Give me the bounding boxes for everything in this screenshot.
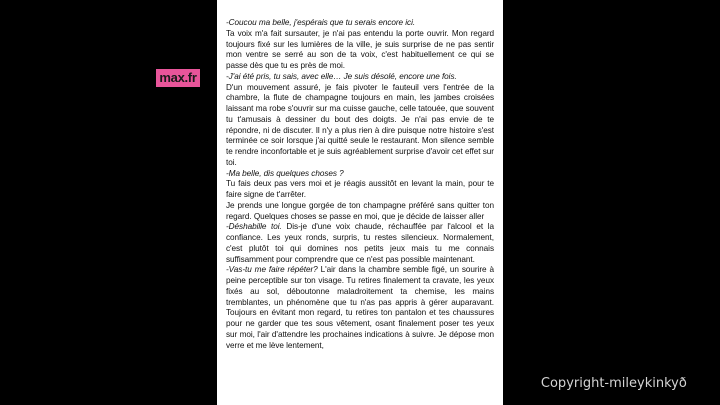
paragraph: D'un mouvement assuré, je fais pivoter le fauteuil vers l'entrée de la chambre, la flute de champagne toujours en main, les jambes croisées laissant ma robe s'ouvrir sur ma cuisse gauche, celle tatouée, que souvent tu t'amusais à dessiner du bout des doigts. Je n'ai pas envie de te répondre, ni de discuter. Il n'y a plus rien à dire puisque notre histoire s'est terminée ce soir lorsque j'ai quitté seule le restaurant. Mon silence semble te rendre inconfortable et je suis agréablement surprise d'avoir cet effet sur toi. [226,82,494,167]
paragraph-body: Dis-je d'une voix chaude, réchauffée par l'alcool et la confiance. Les yeux ronds, surpris, tu restes silencieux. Normalement, c'est plutôt toi qui domines nos petits jeux mais tu me connais suffisamment pour comprendre que ce n'est pas possible maintenant. [226,222,494,264]
brand-logo: max.fr [156,69,200,87]
paragraph [226,265,494,351]
document-text [226,18,494,351]
dialogue-lead: -Vas-tu me faire répéter? [226,265,318,275]
paragraph: -Coucou ma belle, j'espérais que tu serais encore ici. [226,18,416,27]
paragraph: Je prends une longue gorgée de ton champagne préféré sans quitter ton regard. Quelques choses se passe en moi, que je décide de laisser aller [226,200,494,221]
paragraph: Ta voix m'a fait sursauter, je n'ai pas entendu la porte ouvrir. Mon regard toujours fixé sur les lumières de la ville, je suis surprise de ne pas sentir mon ventre se serré au son de ta voix, c'est habituellement ce qui se passe dès que tu es près de moi. [226,28,494,70]
paragraph-body: L'air dans la chambre semble figé, un sourire à peine perceptible sur ton visage. Tu retires finalement ta cravate, les yeux fixés au sol, déboutonne maladroitement ta chemise, les mains tremblantes, un phénomène que tu n'as pas appris à gérer auparavant. Toujours en évitant mon regard, tu retires ton pantalon et tes chaussures pour ne garder que tes sous vêtement, osant finalement poser tes yeux sur moi, l'air d'attendre les prochaines indications à suivre. Je dépose mon verre et me lève lentement, [226,265,494,350]
paragraph [226,222,494,265]
copyright-watermark: Copyright-mileykinkyð [540,376,718,391]
paragraph: -J'ai été pris, tu sais, avec elle… Je suis désolé, encore une fois. [226,71,457,81]
document-page [217,0,503,405]
dialogue-lead: -Déshabille toi. [226,222,282,232]
paragraph: -Ma belle, dis quelques choses ? [226,168,344,178]
paragraph: Tu fais deux pas vers moi et je réagis aussitôt en levant la main, pour te faire signe de t'arrêter. [226,179,494,199]
